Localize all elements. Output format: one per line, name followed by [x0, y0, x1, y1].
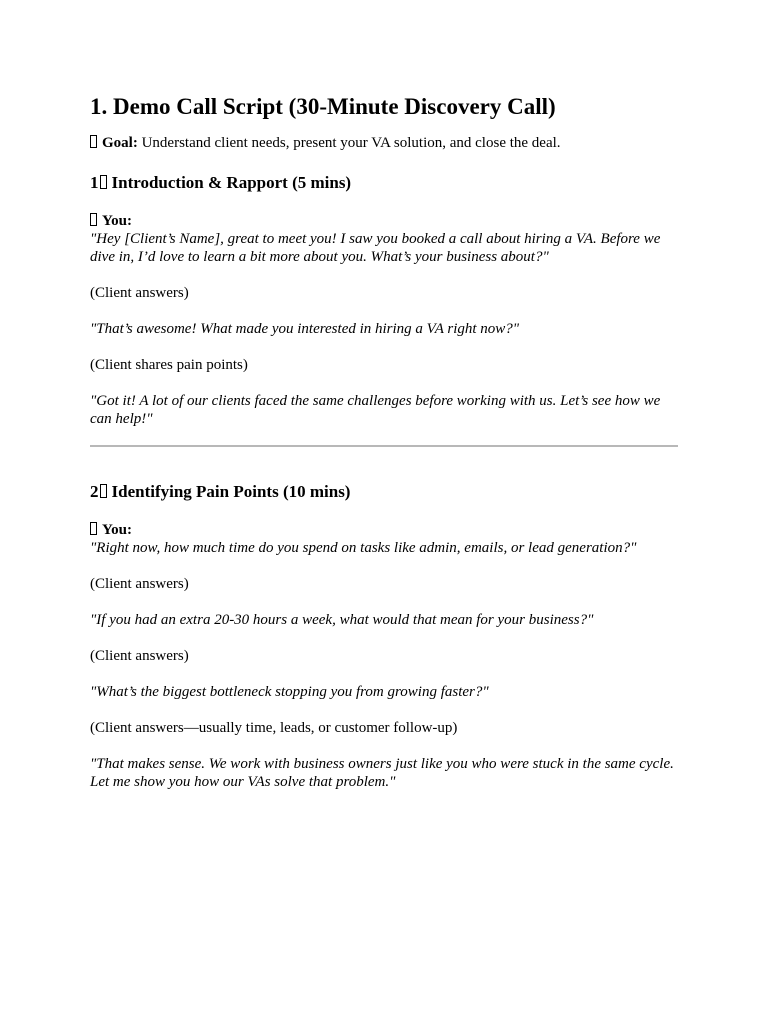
- script-line: "If you had an extra 20-30 hours a week, what would that mean for your business?": [90, 612, 594, 628]
- section-heading-introduction: [90, 172, 678, 194]
- section-heading-text: Introduction & Rapport (5 mins): [111, 173, 352, 192]
- client-note: (Client answers): [90, 285, 189, 301]
- client-note: (Client answers): [90, 648, 189, 664]
- page-title: 1. Demo Call Script (30-Minute Discovery Call): [90, 94, 556, 119]
- section-number: 2: [90, 482, 99, 501]
- goal-text: Understand client needs, present your VA solution, and close the deal.: [141, 135, 561, 151]
- document-page: [90, 92, 678, 791]
- section-heading-pain-points: [90, 481, 678, 503]
- client-note: (Client answers—usually time, leads, or customer follow-up): [90, 720, 458, 736]
- goal-label: Goal:: [102, 135, 138, 151]
- section-divider: [90, 445, 678, 447]
- script-line: "Hey [Client’s Name], great to meet you! I saw you booked a call about hiring a VA. Before we dive in, I’d love to learn a bit more about you. What’s your business about?": [90, 231, 661, 265]
- speaker-text: You:: [102, 522, 133, 538]
- missing-glyph-icon: [90, 135, 97, 148]
- client-note: (Client answers): [90, 576, 189, 592]
- script-line: "What’s the biggest bottleneck stopping you from growing faster?": [90, 684, 489, 700]
- script-line: "That makes sense. We work with business owners just like you who were stuck in the same cycle. Let me show you how our VAs solve that problem.": [90, 756, 674, 790]
- speaker-label: [90, 212, 678, 230]
- missing-glyph-icon: [100, 175, 107, 189]
- missing-glyph-icon: [90, 522, 97, 535]
- script-line: "Got it! A lot of our clients faced the same challenges before working with us. Let’s see how we can help!": [90, 393, 661, 427]
- speaker-label: [90, 521, 678, 539]
- speaker-text: You:: [102, 213, 133, 229]
- section-heading-text: Identifying Pain Points (10 mins): [111, 482, 351, 501]
- missing-glyph-icon: [90, 213, 97, 226]
- script-line: "That’s awesome! What made you interested in hiring a VA right now?": [90, 321, 520, 337]
- client-note: (Client shares pain points): [90, 357, 248, 373]
- section-number: 1: [90, 173, 99, 192]
- missing-glyph-icon: [100, 484, 107, 498]
- goal-line: [90, 134, 678, 152]
- script-line: "Right now, how much time do you spend on tasks like admin, emails, or lead generation?": [90, 540, 637, 556]
